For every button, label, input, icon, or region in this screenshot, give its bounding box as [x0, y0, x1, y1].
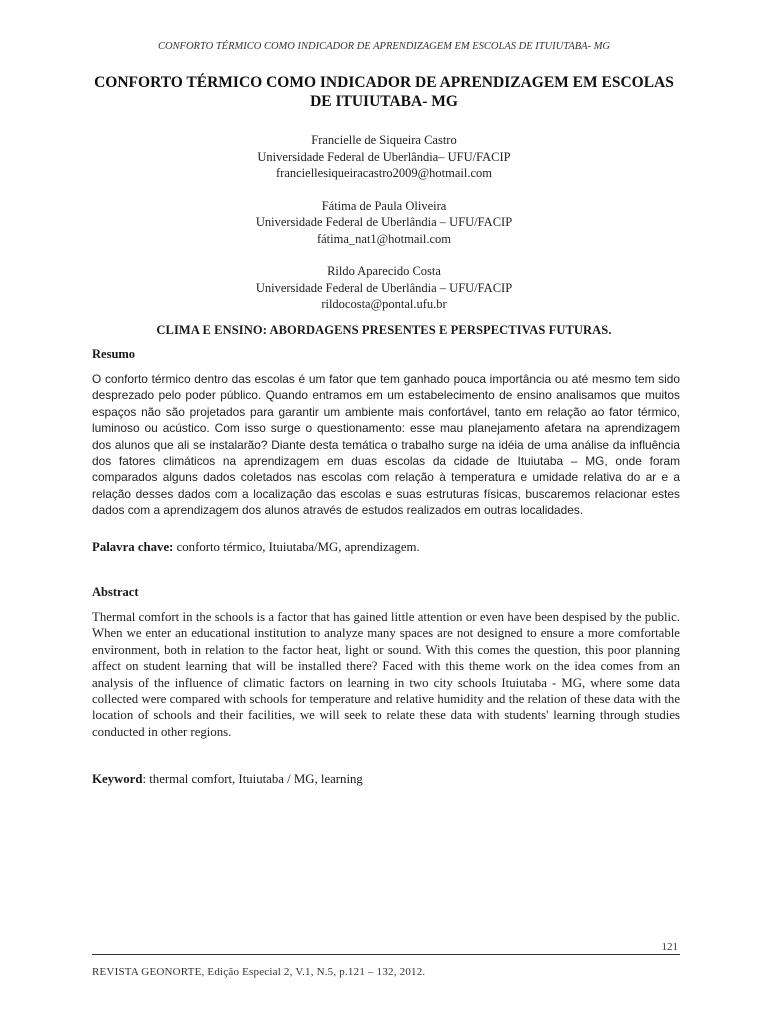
footer-rule: [92, 954, 680, 955]
paper-title: [70, 73, 698, 111]
resumo-keyword-label: Palavra chave:: [92, 540, 174, 554]
resumo-keyword-values: conforto térmico, Ituiutaba/MG, aprendizagem.: [176, 540, 420, 554]
page-number: 121: [661, 941, 678, 953]
author-affiliation: Universidade Federal de Uberlândia– UFU/FACIP: [257, 149, 511, 164]
author-name: Fátima de Paula Oliveira: [321, 198, 447, 213]
paper-title-line-1: CONFORTO TÉRMICO COMO INDICADOR DE APRENDIZAGEM EM ESCOLAS: [94, 74, 674, 91]
author-list: [0, 132, 768, 329]
section-heading: CLIMA E ENSINO: ABORDAGENS PRESENTES E PERSPECTIVAS FUTURAS.: [156, 323, 612, 337]
author-email[interactable]: rildocosta@pontal.ufu.br: [321, 297, 447, 311]
abstract-keyword-label: Keyword: [92, 772, 143, 786]
paper-title-line-2: DE ITUIUTABA- MG: [310, 93, 458, 110]
abstract-keyword-values: : thermal comfort, Ituiutaba / MG, learning: [142, 772, 363, 786]
abstract-heading: Abstract: [92, 585, 139, 599]
author-email[interactable]: franciellesiqueiracastro2009@hotmail.com: [276, 166, 492, 180]
author-email[interactable]: fátima_nat1@hotmail.com: [316, 231, 452, 246]
journal-footer: REVISTA GEONORTE, Edição Especial 2, V.1, N.5, p.121 – 132, 2012.: [92, 966, 426, 978]
resumo-heading: Resumo: [92, 347, 136, 361]
author-name: Rildo Aparecido Costa: [327, 264, 441, 278]
abstract-text: Thermal comfort in the schools is a factor that has gained little attention or even have been despised by the public. When we enter an educational institution to analyze many spaces are not designed to ensure a more comfortable environment, both in relation to the factor heat, light or sound. With this comes the question, this poor planning affect on student learning that will be installed there? Faced with this theme work on the idea comes from an analysis of the influence of climatic factors on learning in two city schools Ituiutaba - MG, where some data collected were compared with schools for temperature and relative humidity and the relation of these data with the location of schools and their facilities, we will seek to relate these data with students' learning through studies conducted in other regions.: [92, 610, 680, 739]
author-block: [0, 263, 768, 313]
resumo-text: O conforto térmico dentro das escolas é um fator que tem ganhado pouca importância ou até mesmo tem sido desprezado pelo poder público. Quando entramos em um estabelecimento de ensino analisamos que muitos espaços não são projetados para garantir um ambiente mais confortável, tanto em relação ao fator térmico, luminoso ou acústico. Com isso surge o questionamento: esse mau planejamento afetara na aprendizagem dos alunos que ali se instalarão? Diante desta temática o trabalho surge na idéia de uma análise da influência dos fatores climáticos na aprendizagem em duas escolas da cidade de Ituiutaba – MG, onde foram comparados alguns dados coletados nas escolas com relação à temperatura e umidade relativa do ar e a relação desses dados com a localização das escolas e suas estruturas físicas, buscaremos relacionar estes dados com a aprendizagem dos alunos através de estudos realizados em outras localidades.: [92, 372, 680, 518]
author-affiliation: Universidade Federal de Uberlândia – UFU/FACIP: [255, 280, 513, 295]
author-name: Francielle de Siqueira Castro: [311, 133, 457, 147]
author-block: [0, 198, 768, 248]
author-affiliation: Universidade Federal de Uberlândia – UFU/FACIP: [255, 215, 513, 229]
author-block: [0, 132, 768, 182]
resumo-keywords: [92, 540, 420, 555]
abstract-keywords: [92, 772, 363, 787]
running-head: CONFORTO TÉRMICO COMO INDICADOR DE APRENDIZAGEM EM ESCOLAS DE ITUIUTABA- MG: [157, 41, 611, 52]
